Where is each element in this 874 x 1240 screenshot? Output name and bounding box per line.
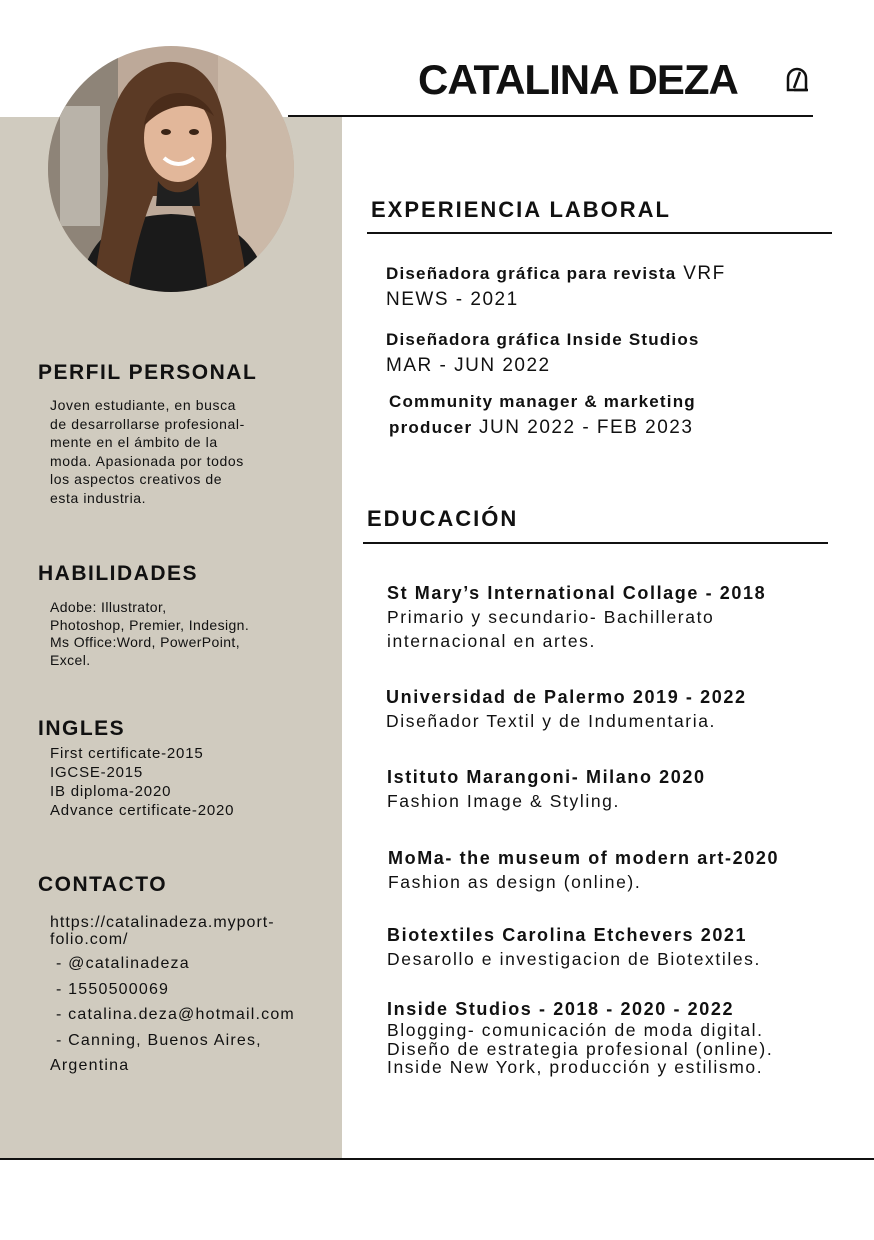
education-desc: Desarollo e investigacion de Biotextiles. bbox=[387, 949, 761, 969]
profile-line: esta industria. bbox=[50, 489, 147, 506]
education-heading: EDUCACIÓN bbox=[367, 506, 519, 531]
job-date: NEWS - 2021 bbox=[386, 289, 519, 310]
skills-heading: HABILIDADES bbox=[38, 562, 199, 585]
job-item bbox=[389, 389, 696, 441]
website-line[interactable]: https://catalinadeza.myport- bbox=[50, 914, 275, 931]
education-item bbox=[387, 924, 761, 971]
job-date: MAR - JUN 2022 bbox=[386, 355, 551, 376]
job-title: Diseñadora gráfica Inside Studios bbox=[386, 330, 700, 349]
contact-location-country: Argentina bbox=[50, 1057, 130, 1074]
profile-photo bbox=[48, 46, 294, 292]
profile-text bbox=[50, 396, 245, 507]
contact-phone[interactable]: - 1550500069 bbox=[56, 981, 170, 998]
english-text bbox=[50, 744, 234, 820]
skills-line: Photoshop, Premier, Indesign. bbox=[50, 616, 250, 633]
contact-heading: CONTACTO bbox=[38, 873, 168, 896]
education-desc: Fashion Image & Styling. bbox=[387, 791, 620, 811]
experience-divider bbox=[367, 232, 832, 234]
job-item bbox=[386, 261, 726, 313]
education-title: Inside Studios - 2018 - 2020 - 2022 bbox=[387, 999, 735, 1019]
education-item bbox=[388, 847, 779, 894]
skills-line: Excel. bbox=[50, 651, 91, 668]
education-desc: Fashion as design (online). bbox=[388, 872, 642, 892]
education-desc: Inside New York, producción y estilismo. bbox=[387, 1057, 764, 1077]
education-desc: Diseñador Textil y de Indumentaria. bbox=[386, 711, 716, 731]
job-detail: VRF bbox=[676, 263, 726, 284]
profile-line: moda. Apasionada por todos bbox=[50, 452, 244, 469]
education-divider bbox=[363, 542, 828, 544]
candidate-name: CATALINA DEZA bbox=[418, 56, 738, 103]
education-item bbox=[386, 686, 747, 733]
skills-text bbox=[50, 599, 249, 669]
education-desc: Diseño de estrategia profesional (online). bbox=[387, 1038, 774, 1059]
skills-line: Adobe: Illustrator, bbox=[50, 599, 167, 615]
job-title: producer bbox=[389, 418, 473, 437]
website-line[interactable]: folio.com/ bbox=[50, 931, 129, 948]
profile-line: Joven estudiante, en busca bbox=[50, 397, 237, 413]
education-title: Universidad de Palermo 2019 - 2022 bbox=[386, 687, 747, 707]
education-item bbox=[387, 998, 773, 1077]
job-date: JUN 2022 - FEB 2023 bbox=[472, 417, 694, 438]
english-line: First certificate-2015 bbox=[50, 745, 204, 762]
contact-website[interactable] bbox=[50, 914, 275, 948]
contact-location: - Canning, Buenos Aires, bbox=[56, 1032, 262, 1049]
english-line: Advance certificate-2020 bbox=[50, 802, 235, 819]
experience-heading: EXPERIENCIA LABORAL bbox=[371, 197, 671, 222]
job-title: Diseñadora gráfica para revista bbox=[386, 264, 677, 283]
education-desc: internacional en artes. bbox=[387, 631, 596, 651]
education-item bbox=[387, 766, 706, 813]
skills-line: Ms Office:Word, PowerPoint, bbox=[50, 634, 241, 650]
cd-monogram-icon bbox=[784, 66, 810, 92]
education-desc: Primario y secundario- Bachillerato bbox=[387, 607, 715, 627]
profile-heading: PERFIL PERSONAL bbox=[38, 361, 258, 384]
education-title: MoMa- the museum of modern art-2020 bbox=[388, 848, 780, 868]
footer-divider bbox=[0, 1158, 874, 1160]
education-item bbox=[387, 582, 766, 653]
english-heading: INGLES bbox=[38, 717, 126, 740]
english-line: IGCSE-2015 bbox=[50, 764, 144, 781]
education-title: St Mary’s International Collage - 2018 bbox=[387, 583, 767, 603]
profile-line: de desarrollarse profesional- bbox=[50, 415, 245, 432]
job-title: Community manager & marketing bbox=[389, 392, 696, 411]
contact-email[interactable]: - catalina.deza@hotmail.com bbox=[56, 1006, 295, 1023]
header-divider bbox=[288, 115, 813, 117]
education-title: Biotextiles Carolina Etchevers 2021 bbox=[387, 925, 748, 945]
job-item bbox=[386, 327, 700, 379]
education-title: Istituto Marangoni- Milano 2020 bbox=[387, 767, 706, 787]
english-line: IB diploma-2020 bbox=[50, 783, 172, 800]
profile-line: mente en el ámbito de la bbox=[50, 434, 218, 450]
contact-instagram[interactable]: - @catalinadeza bbox=[56, 955, 190, 972]
profile-line: los aspectos creativos de bbox=[50, 471, 223, 487]
education-desc: Blogging- comunicación de moda digital. bbox=[387, 1020, 764, 1040]
